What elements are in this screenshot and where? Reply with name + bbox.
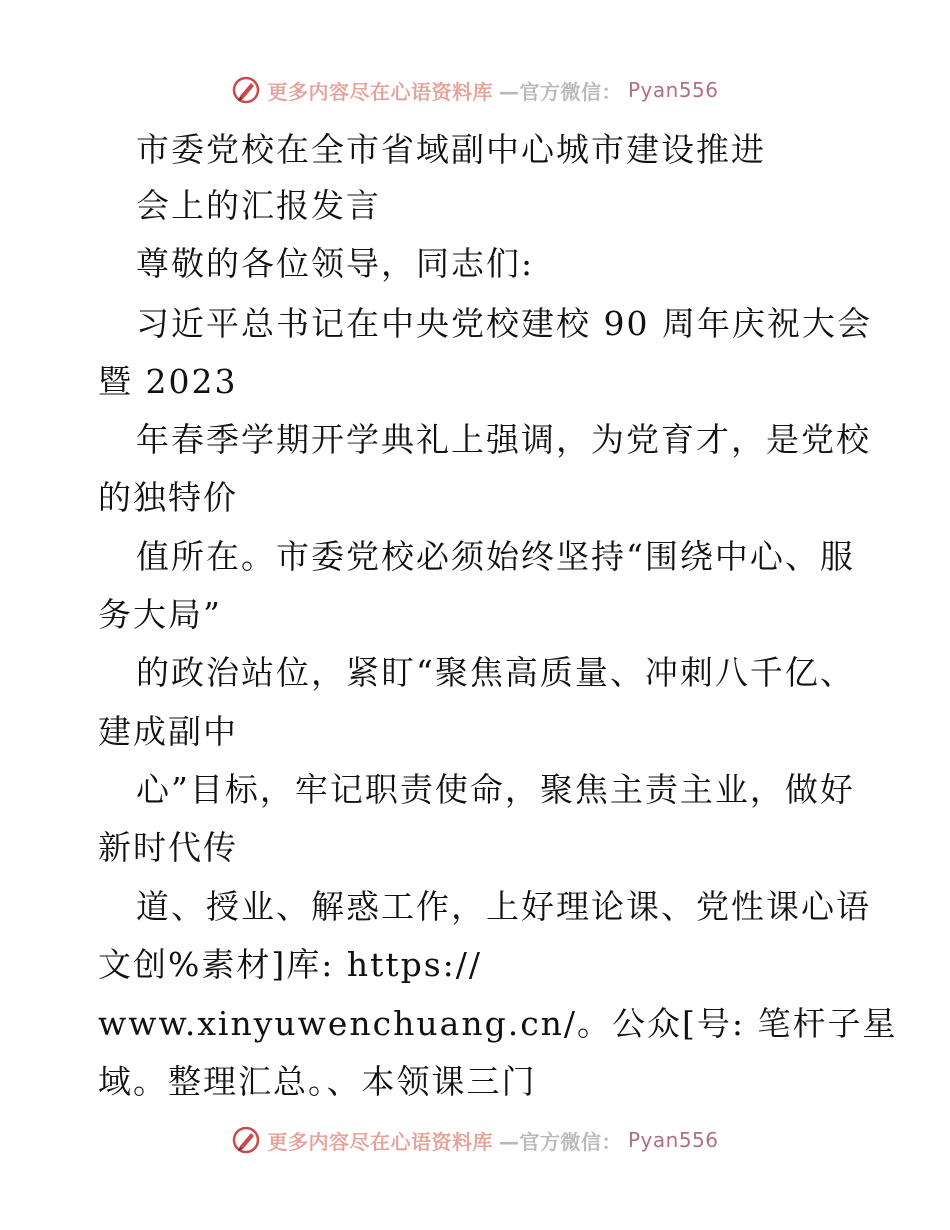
- paragraph-line: 建成副中: [98, 712, 238, 751]
- title-line-2: 会上的汇报发言: [136, 186, 381, 225]
- banner-official-text: —官方微信：: [498, 1129, 622, 1154]
- paragraph-line: 新时代传: [98, 828, 238, 867]
- paragraph-line: 的政治站位，紧盯“聚焦高质量、冲刺八千亿、: [136, 653, 855, 692]
- paragraph-line: 心”目标，牢记职责使命，聚焦主责主业，做好: [136, 770, 855, 809]
- salutation: 尊敬的各位领导，同志们:: [136, 244, 535, 283]
- paragraph-line: 文创%素材]库: https://: [98, 945, 483, 984]
- paragraph-line: 习近平总书记在中央党校建校 90 周年庆祝大会: [136, 304, 872, 343]
- banner-official-text: —官方微信：: [498, 79, 622, 104]
- paragraph-line: 道、授业、解惑工作，上好理论课、党性课心语: [136, 887, 871, 926]
- banner-account: Pyan556: [627, 1128, 719, 1152]
- footer-banner: [0, 1120, 950, 1160]
- paragraph-line: 值所在。市委党校必须始终坚持“围绕中心、服: [136, 537, 855, 576]
- paragraph-line: 域。整理汇总。、本领课三门: [98, 1062, 537, 1101]
- pen-circle-logo-icon: [231, 75, 261, 105]
- banner-main-text: 更多内容尽在心语资料库: [267, 1129, 493, 1154]
- title-line-1: 市委党校在全市省域副中心城市建设推进: [136, 130, 766, 169]
- banner-account: Pyan556: [627, 78, 719, 102]
- header-banner: [0, 70, 950, 110]
- paragraph-line: www.xinyuwenchuang.cn/。公众[号: 笔杆子星: [98, 1004, 898, 1043]
- paragraph-line: 的独特价: [98, 478, 238, 517]
- paragraph-line: 暨 2023: [98, 362, 238, 401]
- paragraph-line: 务大局”: [98, 595, 222, 634]
- pen-circle-logo-icon: [231, 1125, 261, 1155]
- paragraph-line: 年春季学期开学典礼上强调，为党育才，是党校: [136, 420, 871, 459]
- banner-main-text: 更多内容尽在心语资料库: [267, 79, 493, 104]
